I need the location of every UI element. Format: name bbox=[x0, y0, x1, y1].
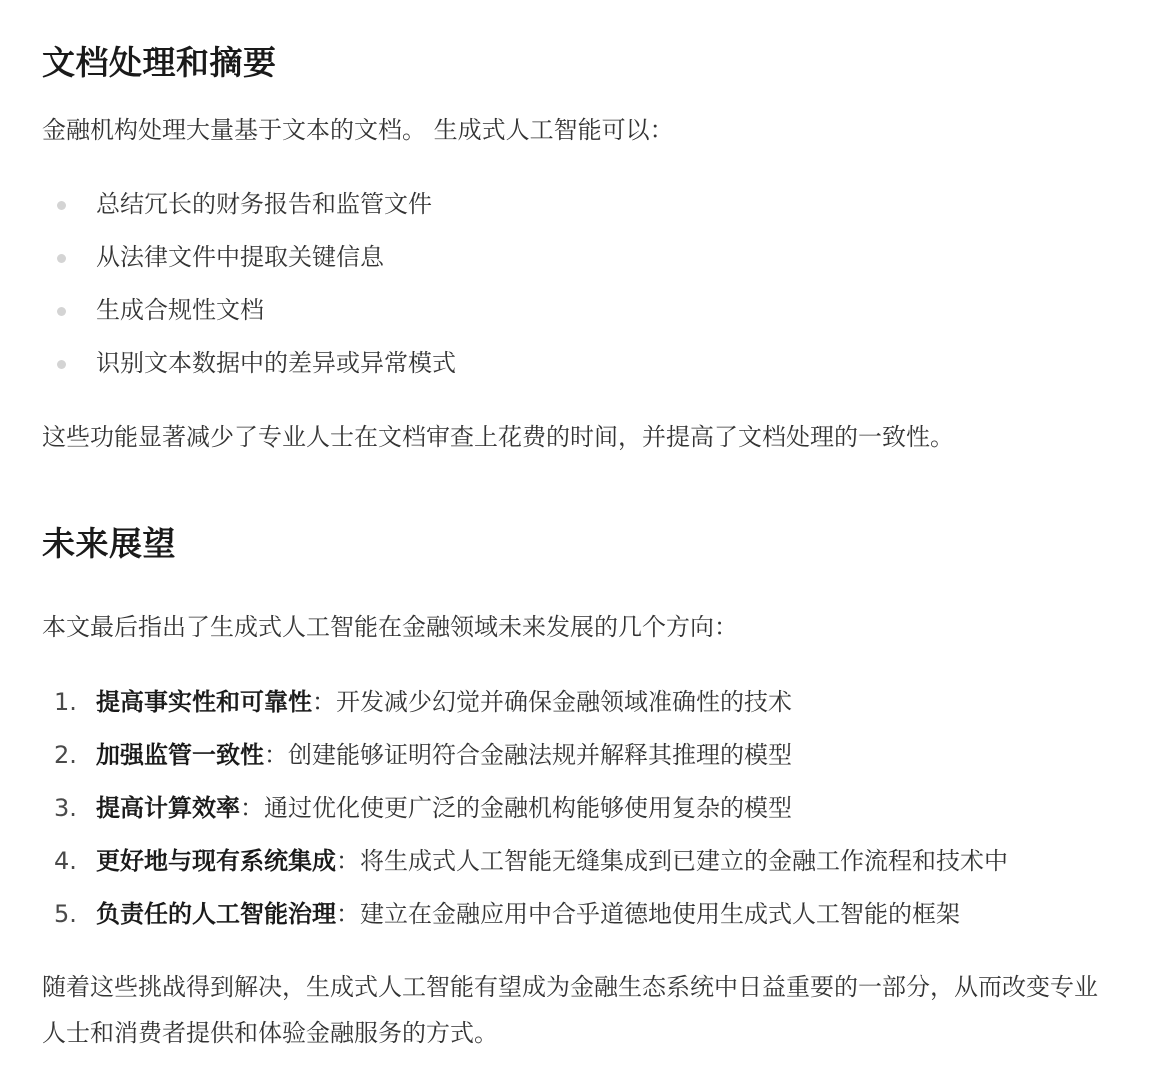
list-item-description: ：创建能够证明符合金融法规并解释其推理的模型 bbox=[264, 741, 792, 769]
list-item bbox=[42, 231, 456, 284]
list-item bbox=[42, 284, 456, 337]
list-number: 3. bbox=[54, 794, 77, 822]
bullet-icon bbox=[57, 201, 66, 210]
section-heading-document-processing: 文档处理和摘要 bbox=[42, 43, 277, 82]
list-item-text: 从法律文件中提取关键信息 bbox=[96, 243, 384, 271]
numbered-list bbox=[42, 676, 1008, 941]
list-number: 5. bbox=[54, 900, 77, 928]
list-item-term: 负责任的人工智能治理 bbox=[96, 900, 336, 928]
list-item-description: ：将生成式人工智能无缝集成到已建立的金融工作流程和技术中 bbox=[336, 847, 1008, 875]
list-item bbox=[42, 178, 456, 231]
bullet-list bbox=[42, 178, 456, 390]
bullet-icon bbox=[57, 254, 66, 263]
list-item bbox=[42, 729, 1008, 782]
list-item-description: ：通过优化使更广泛的金融机构能够使用复杂的模型 bbox=[240, 794, 792, 822]
list-item-term: 提高事实性和可靠性 bbox=[96, 688, 312, 716]
list-item-description: ：开发减少幻觉并确保金融领域准确性的技术 bbox=[312, 688, 792, 716]
section-heading-future-outlook: 未来展望 bbox=[42, 524, 176, 563]
list-number: 2. bbox=[54, 741, 77, 769]
conclusion-paragraph: 随着这些挑战得到解决，生成式人工智能有望成为金融生态系统中日益重要的一部分，从而改变专业人士和消费者提供和体验金融服务的方式。 bbox=[42, 973, 1098, 1047]
list-item bbox=[42, 676, 1008, 729]
list-item-term: 提高计算效率 bbox=[96, 794, 240, 822]
section-summary-paragraph: 这些功能显著减少了专业人士在文档审查上花费的时间，并提高了文档处理的一致性。 bbox=[42, 423, 954, 451]
list-item-description: ：建立在金融应用中合乎道德地使用生成式人工智能的框架 bbox=[336, 900, 960, 928]
list-item-term: 加强监管一致性 bbox=[96, 741, 264, 769]
list-item-text: 总结冗长的财务报告和监管文件 bbox=[96, 190, 432, 218]
list-item bbox=[42, 888, 1008, 941]
list-item-text: 生成合规性文档 bbox=[96, 296, 264, 324]
list-item bbox=[42, 835, 1008, 888]
list-item-text: 识别文本数据中的差异或异常模式 bbox=[96, 349, 456, 377]
list-item bbox=[42, 782, 1008, 835]
bullet-icon bbox=[57, 307, 66, 316]
bullet-icon bbox=[57, 360, 66, 369]
list-item bbox=[42, 337, 456, 390]
list-number: 1. bbox=[54, 688, 77, 716]
section-intro-paragraph: 金融机构处理大量基于文本的文档。 生成式人工智能可以： bbox=[42, 116, 674, 144]
section-intro-paragraph: 本文最后指出了生成式人工智能在金融领域未来发展的几个方向： bbox=[42, 613, 738, 641]
list-number: 4. bbox=[54, 847, 77, 875]
list-item-term: 更好地与现有系统集成 bbox=[96, 847, 336, 875]
